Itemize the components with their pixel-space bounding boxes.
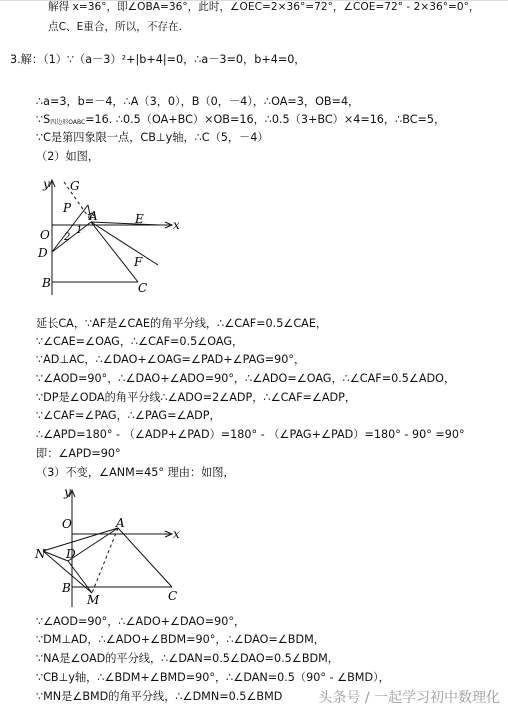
p1-line-1: ∴a=3，b=－4，∴A（3，0），B（0，－4），∴OA=3，OB=4，	[36, 95, 360, 108]
p2-line-3: ∵AD⊥AC，∴∠DAO+∠OAG=∠PAD+∠PAG=90°，	[36, 353, 306, 366]
p2-line-9: （3）不变，∠ANM=45° 理由：如图，	[36, 466, 235, 479]
p1-line-3: ∵C是第四象限一点，CB⊥y轴，∴C（5，－4）	[36, 131, 269, 144]
fig2-D: D	[66, 547, 76, 561]
fig1-E: E	[135, 212, 144, 226]
p2-line-6: ∵∠CAF=∠PAG，∴∠PAG=∠ADP，	[36, 409, 221, 422]
fig2-N: N	[35, 547, 46, 561]
p1-line-2	[36, 113, 445, 130]
fig1-B: B	[42, 276, 51, 290]
fig1-angle-1: 1	[76, 225, 83, 236]
p3-line-4: ∵CB⊥y轴，∴∠BDM+∠BMD=90°，∴∠DAN=0.5（90° - ∠BMD），	[36, 671, 390, 684]
p2-line-5: ∵DP是∠ODA的角平分线∴∠ADO=2∠ADP，∴∠CAF=∠ADP，	[36, 391, 357, 404]
p2-line-7: ∴∠APD=180° - （∠ADP+∠PAD）=180° - （∠PAG+∠PAD）=180° - 90° =90°	[36, 428, 465, 441]
fig1-A: A	[89, 209, 98, 223]
p1-line-2-rest: =16. ∴0.5（OA+BC）×OB=16，∴0.5（3+BC）×4=16，∴BC=5，	[85, 113, 446, 126]
p1-line-4: （2）如图，	[36, 150, 100, 163]
p2-line-2: ∵∠CAE=∠OAG，∴∠CAF=0.5∠OAG，	[36, 335, 244, 348]
p3-line-2: ∵DM⊥AD，∴∠ADO+∠BDM=90°，∴∠DAO=∠BDM，	[36, 633, 325, 646]
prev-line-1: 解得 x=36°，即∠OBA=36°，此时，∠OEC=2×36°=72°，∠COE=72° - 2×36°=0°，	[48, 1, 480, 13]
figure-2	[30, 482, 190, 612]
fig2-x-label: x	[173, 527, 180, 541]
p3-line-1: ∵∠AOD=90°，∴∠ADO+∠DAO=90°，	[36, 615, 246, 628]
q3-header: 3.解：（1）∵（a－3）²+|b+4|=0，∴a－3=0，b+4=0，	[10, 53, 306, 66]
fig1-D: D	[38, 246, 48, 260]
fig2-M: M	[87, 593, 100, 607]
fig1-G: G	[70, 179, 80, 193]
p1-s-subscript: 四边形OABC	[50, 119, 86, 126]
p3-line-3: ∵NA是∠OAD的平分线，∴∠DAN=0.5∠DAO=0.5∠BDM，	[36, 652, 339, 665]
fig1-x-label: x	[173, 218, 180, 232]
p2-line-4: ∵∠AOD=90°，∴∠DAO+∠ADO=90°，∴∠ADO=∠OAG，∴∠CAF=0.5∠ADO，	[36, 372, 456, 385]
fig2-A: A	[116, 516, 125, 530]
p1-s-label: ∵S	[36, 113, 51, 126]
watermark: 头条号 / 一起学习初中数理化	[318, 690, 500, 706]
fig2-y-label: y	[64, 485, 71, 499]
fig2-O: O	[62, 517, 72, 531]
fig1-angle-2: 2	[64, 232, 71, 243]
fig1-P: P	[63, 201, 72, 215]
p2-line-1: 延长CA，∵AF是∠CAE的角平分线，∴∠CAF=0.5∠CAE，	[36, 317, 328, 330]
prev-line-2: 点C、E重合，所以，不存在.	[48, 21, 182, 33]
p3-line-5: ∵MN是∠BMD的角平分线，∴∠DMN=0.5∠BMD	[36, 690, 283, 703]
fig1-F: F	[134, 255, 143, 269]
fig1-O: O	[40, 228, 50, 242]
figure-1	[30, 170, 190, 300]
fig2-C: C	[168, 589, 178, 603]
fig2-B: B	[62, 581, 71, 595]
fig1-y-label: y	[43, 177, 50, 191]
fig1-C: C	[138, 281, 148, 295]
p2-line-8: 即：∠APD=90°	[36, 447, 121, 460]
